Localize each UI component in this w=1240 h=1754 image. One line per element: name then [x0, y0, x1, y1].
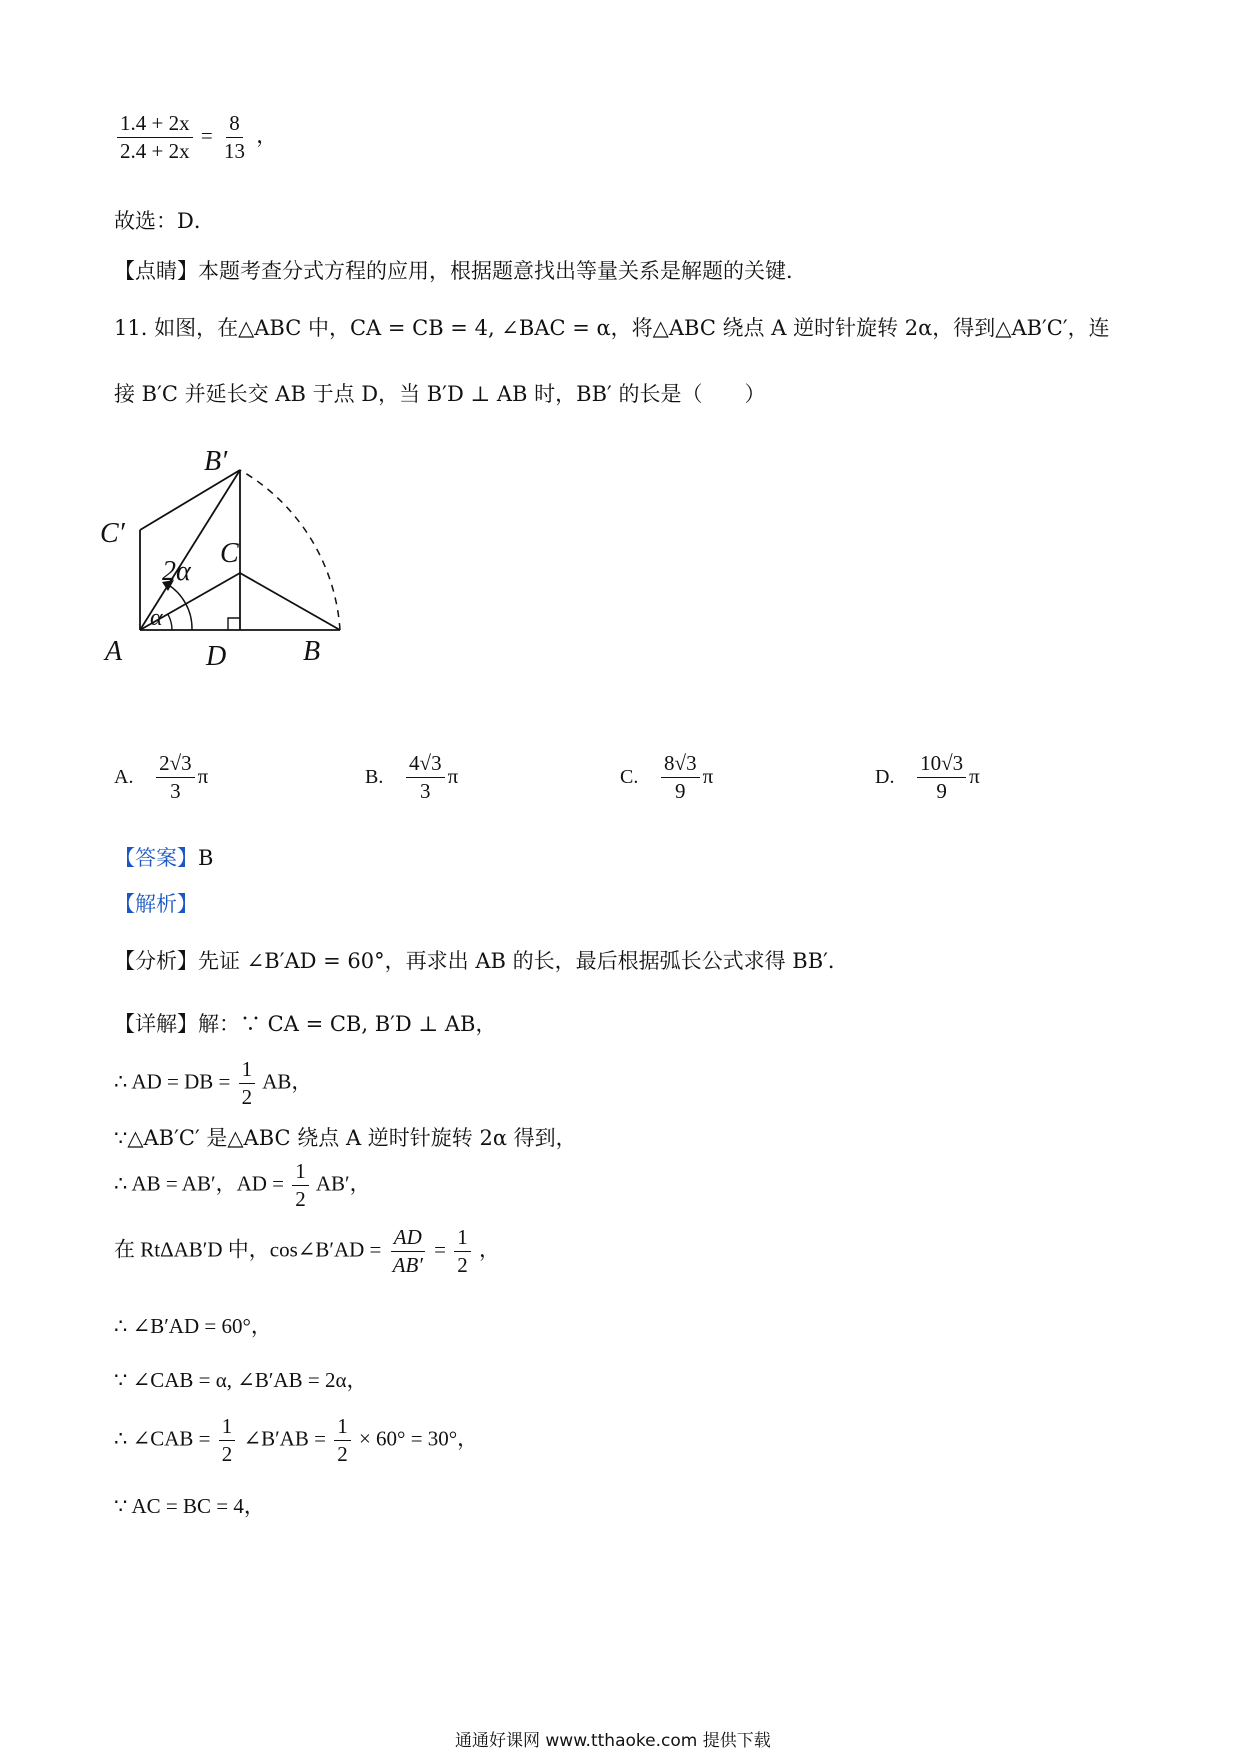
- lhs-fraction: [117, 112, 193, 163]
- option-b[interactable]: B. $\frac{4√3}{3}$ π: [365, 751, 459, 804]
- half-fraction: $\frac{1}{2}$: [292, 1160, 309, 1211]
- label-a: A: [105, 636, 123, 667]
- detail-line-5: 在 RtΔAB′D 中，cos∠B′AD = $\frac{AD}{AB'}$ = $\frac{1}{2}$ ，: [114, 1225, 500, 1278]
- question-line-1: 11. 如图，在△ABC 中，CA = CB = 4, ∠BAC = α，将△ABC 绕点 A 逆时针旋转 2α，得到△AB′C′，连: [114, 316, 1110, 340]
- label-c: C: [220, 538, 239, 569]
- lhs-denominator: 2.4 + 2x: [120, 139, 190, 164]
- cos-fraction: $\frac{AD}{AB'}$: [392, 1225, 423, 1278]
- detail-line-3: ∵△AB′C′ 是△ABC 绕点 A 逆时针旋转 2α 得到，: [114, 1126, 577, 1150]
- option-c[interactable]: C. $\frac{8√3}{9}$ π: [620, 751, 714, 804]
- question-line-2: 接 B′C 并延长交 AB 于点 D，当 B′D ⊥ AB 时，BB′ 的长是（ ）: [114, 382, 766, 406]
- option-label: B.: [365, 766, 384, 789]
- option-label: D.: [875, 766, 895, 789]
- answer-value: B: [198, 846, 214, 870]
- detail-line-6: ∴ ∠B′AD = 60°，: [114, 1314, 272, 1338]
- rhs-denominator: 13: [223, 139, 245, 164]
- detail-line-8: ∴ ∠CAB = $\frac{1}{2}$ ∠B′AB = $\frac{1}{2}$ × 60° = 30°，: [114, 1414, 479, 1467]
- option-d[interactable]: D. $\frac{10√3}{9}$ π: [875, 751, 980, 804]
- rhs-fraction: [221, 112, 248, 163]
- half-fraction: $\frac{1}{2}$: [239, 1058, 256, 1109]
- lhs-numerator: 1.4 + 2x: [117, 112, 193, 138]
- fenxi-tag: 【分析】: [114, 949, 198, 973]
- detail-line-2: ∴ AD = DB = $\frac{1}{2}$ AB，: [114, 1057, 313, 1110]
- sqrt-icon: √: [419, 751, 432, 775]
- answer-line: [114, 842, 213, 872]
- option-label: A.: [114, 766, 134, 789]
- fenxi-line: [114, 945, 849, 975]
- half-fraction: $\frac{1}{2}$: [334, 1415, 351, 1466]
- detail-line-7: ∵ ∠CAB = α, ∠B′AB = 2α，: [114, 1368, 368, 1392]
- label-b: B: [303, 636, 321, 667]
- label-b-prime: B′: [204, 446, 228, 477]
- comment-tag: 【点睛】: [114, 259, 198, 283]
- detail-line-1: 【详解】解：∵ CA = CB, B′D ⊥ AB，: [114, 1012, 497, 1036]
- label-c-prime: C′: [100, 518, 125, 549]
- prev-answer: 故选：D．: [114, 209, 215, 233]
- option-label: C.: [620, 766, 639, 789]
- sqrt-icon: √: [169, 751, 182, 775]
- half-fraction: $\frac{1}{2}$: [219, 1415, 236, 1466]
- top-equation: $\frac{1.4 + 2x}{2.4 + 2x}$ = $\frac{8}{13}$ ，: [114, 112, 277, 163]
- page-footer: 通通好课网 www.tthaoke.com 提供下载: [455, 1731, 771, 1751]
- sqrt-icon: √: [941, 751, 953, 775]
- fenxi-text: 先证 ∠B′AD = 60°，再求出 AB 的长，最后根据弧长公式求得 BB′．: [198, 949, 849, 973]
- detail-tag: 【详解】: [114, 1012, 198, 1036]
- answer-tag: 【答案】: [114, 846, 198, 870]
- prev-comment: [114, 255, 807, 285]
- comment-text: 本题考查分式方程的应用，根据题意找出等量关系是解题的关键．: [198, 259, 807, 283]
- rhs-numerator: 8: [226, 112, 243, 138]
- half-fraction: $\frac{1}{2}$: [454, 1226, 471, 1277]
- sqrt-icon: √: [674, 751, 687, 775]
- detail-line-9: ∵ AC = BC = 4，: [114, 1494, 265, 1518]
- analysis-tag: 【解析】: [114, 892, 198, 916]
- label-two-alpha: 2α: [162, 556, 191, 587]
- detail-line-4: ∴ AB = AB′，AD = $\frac{1}{2}$ AB′，: [114, 1159, 371, 1212]
- option-a[interactable]: A. $\frac{2√3}{3}$ π: [114, 751, 209, 804]
- label-d: D: [206, 641, 227, 672]
- label-alpha: α: [150, 605, 163, 631]
- geometry-figure: [100, 420, 400, 680]
